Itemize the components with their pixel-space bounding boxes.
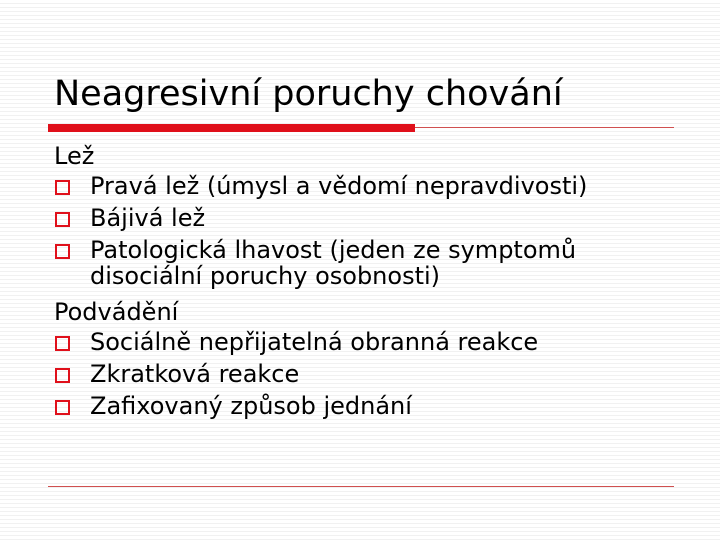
square-bullet-icon: [55, 368, 70, 383]
title-underline-accent: [48, 124, 415, 132]
section-heading-podvadeni: Podvádění: [54, 298, 179, 326]
list-item: [54, 237, 694, 289]
list-item-text: Sociálně nepřijatelná obranná reakce: [90, 328, 539, 356]
list-item: [54, 205, 694, 231]
list-item-text: Patologická lhavost (jeden ze symptomů disociální poruchy osobnosti): [90, 236, 577, 290]
list-item: [54, 361, 694, 387]
square-bullet-icon: [55, 244, 70, 259]
list-item-text: Zkratková reakce: [90, 360, 300, 388]
square-bullet-icon: [55, 180, 70, 195]
slide-content: [54, 139, 694, 425]
list-item: [54, 329, 694, 355]
list-item-text: Bájivá lež: [90, 204, 206, 232]
list-item: [54, 393, 694, 419]
title-underline: [48, 124, 674, 132]
slide-title: Neagresivní poruchy chování: [54, 74, 563, 114]
square-bullet-icon: [55, 400, 70, 415]
title-underline-thin: [415, 127, 674, 128]
list-item: [54, 173, 694, 199]
list-item-text: Zafixovaný způsob jednání: [90, 392, 412, 420]
section-heading-lez: Lež: [54, 142, 95, 170]
list-item-text: Pravá lež (úmysl a vědomí nepravdivosti): [90, 172, 588, 200]
bottom-divider: [48, 486, 674, 487]
square-bullet-icon: [55, 336, 70, 351]
square-bullet-icon: [55, 212, 70, 227]
